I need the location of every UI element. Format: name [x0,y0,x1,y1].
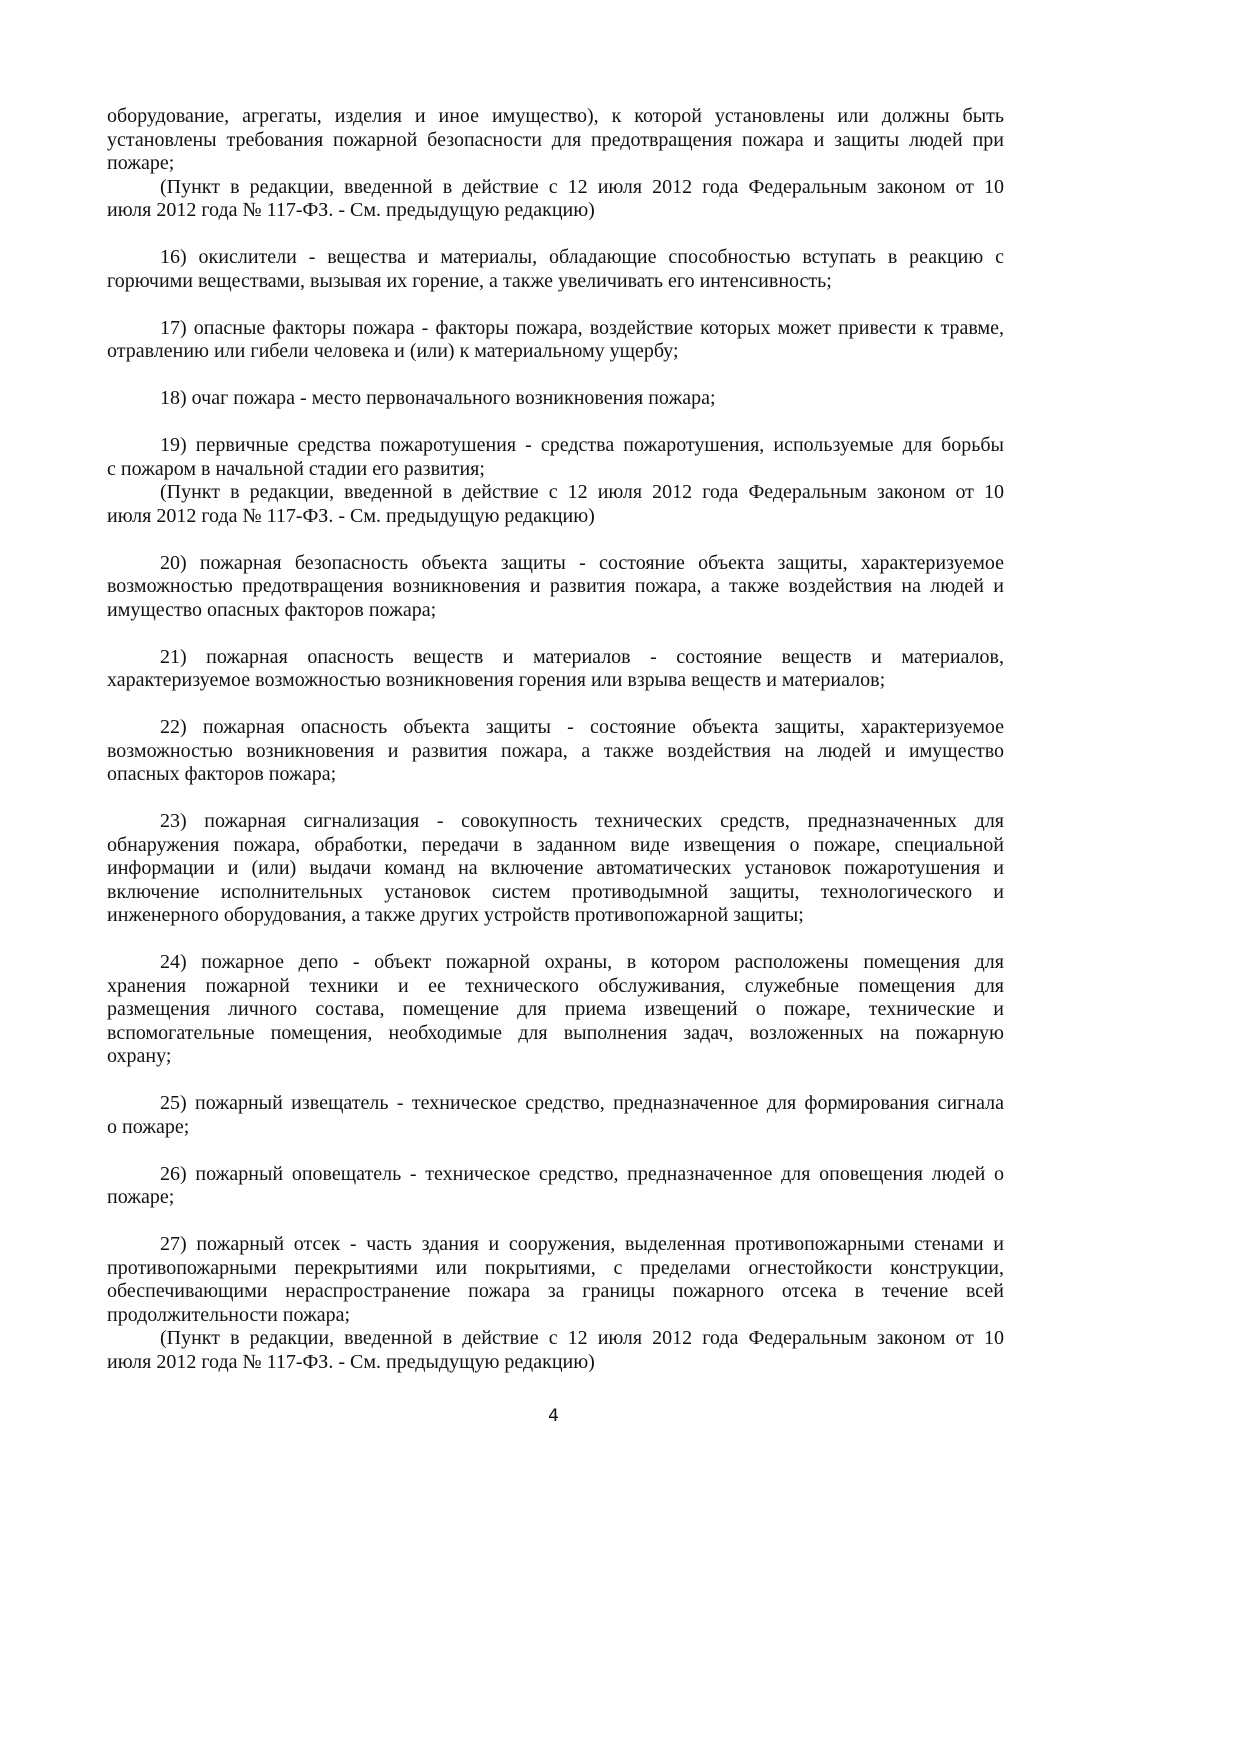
text-line: июля 2012 года № 117-ФЗ. - См. предыдущую редакцию) [107,199,595,221]
text-line: 17) опасные факторы пожара - факторы пожара, воздействие которых может привести к травме, [160,316,1004,339]
definition-item [107,1092,1004,1139]
text-line: (Пункт в редакции, введенной в действие с 12 июля 2012 года Федеральным законом от 10 [160,1327,1004,1349]
text-line: вспомогательные помещения, необходимые для выполнения задач, возложенных на пожарную [107,1021,1004,1044]
text-line: размещения личного состава, помещение для приема извещений о пожаре, технические и [107,998,1004,1020]
text-line: с пожаром в начальной стадии его развития; [107,457,485,480]
text-line: 22) пожарная опасность объекта защиты - состояние объекта защиты, характеризуемое [160,716,1004,738]
text-line: обнаружения пожара, обработки, передачи в заданном виде извещения о пожаре, специальной [107,833,1004,856]
text-line: характеризуемое возможностью возникновения горения или взрыва веществ и материалов; [107,669,886,691]
text-line: хранения пожарной техники и ее технического обслуживания, служебные помещения для [107,974,1004,997]
text-line: обеспечивающими нераспространение пожара за границы пожарного отсека в течение всей [107,1280,1004,1302]
text-line: инженерного оборудования, а также других устройств противопожарной защиты; [107,904,804,926]
definition-item [107,1233,1004,1327]
text-line: (Пункт в редакции, введенной в действие с 12 июля 2012 года Федеральным законом от 10 [160,175,1004,198]
text-line: пожаре; [107,1186,175,1208]
text-line: 24) пожарное депо - объект пожарной охраны, в котором расположены помещения для [160,951,1004,973]
text-line: 20) пожарная безопасность объекта защиты - состояние объекта защиты, характеризуемое [160,551,1004,574]
text-line: охрану; [107,1045,172,1067]
definition-item [107,716,1004,787]
definition-item [107,810,1004,928]
definition-item [107,434,1004,481]
text-line: горючими веществами, вызывая их горение, а также увеличивать его интенсивность; [107,269,832,292]
text-line: отравлению или гибели человека и (или) к материальному ущербу; [107,340,679,362]
text-line: 18) очаг пожара - место первоначального возникновения пожара; [160,387,716,409]
text-line: оборудование, агрегаты, изделия и иное имущество), к которой установлены или должны быть [107,105,1004,127]
definition-item [107,387,1004,411]
definition-item [107,1163,1004,1210]
definition-item [107,951,1004,1069]
text-line: имущество опасных факторов пожара; [107,598,437,621]
text-line: июля 2012 года № 117-ФЗ. - См. предыдущую редакцию) [107,504,595,527]
definition-item [107,646,1004,693]
text-line: противопожарными перекрытиями или покрытиями, с пределами огнестойкости конструкции, [107,1256,1004,1279]
amendment-note [107,1327,1004,1374]
text-line: информации и (или) выдачи команд на включение автоматических установок пожаротушения и [107,857,1004,879]
text-line: 21) пожарная опасность веществ и материалов - состояние веществ и материалов, [160,645,1004,668]
amendment-note [107,176,1004,223]
text-line: возможностью предотвращения возникновения и развития пожара, а также воздействия на людей и [107,575,1004,597]
amendment-note [107,481,1004,528]
text-line: возможностью возникновения и развития пожара, а также воздействия на людей и имущество [107,739,1004,762]
text-line: 25) пожарный извещатель - техническое средство, предназначенное для формирования сигнала [160,1092,1004,1114]
text-line: продолжительности пожара; [107,1303,351,1326]
page-number: 4 [548,1406,559,1426]
text-line: 23) пожарная сигнализация - совокупность технических средств, предназначенных для [160,810,1004,832]
text-line: включение исполнительных установок систем противодымной защиты, технологического и [107,880,1004,903]
text-line: установлены требования пожарной безопасности для предотвращения пожара и защиты людей при [107,128,1004,151]
text-line: пожаре; [107,152,175,174]
paragraph-continuation [107,105,1004,176]
text-line: 26) пожарный оповещатель - техническое средство, предназначенное для оповещения людей о [160,1162,1004,1185]
text-line: (Пункт в редакции, введенной в действие с 12 июля 2012 года Федеральным законом от 10 [160,481,1004,503]
definition-item [107,552,1004,623]
text-line: 27) пожарный отсек - часть здания и сооружения, выделенная противопожарными стенами и [160,1233,1004,1255]
document-body [107,105,1004,1374]
definition-item [107,246,1004,293]
text-line: июля 2012 года № 117-ФЗ. - См. предыдущую редакцию) [107,1350,595,1373]
text-line: 16) окислители - вещества и материалы, обладающие способностью вступать в реакцию с [160,246,1004,268]
text-line: опасных факторов пожара; [107,763,337,785]
text-line: о пожаре; [107,1115,190,1138]
definition-item [107,317,1004,364]
text-line: 19) первичные средства пожаротушения - средства пожаротушения, используемые для борьбы [160,434,1004,456]
